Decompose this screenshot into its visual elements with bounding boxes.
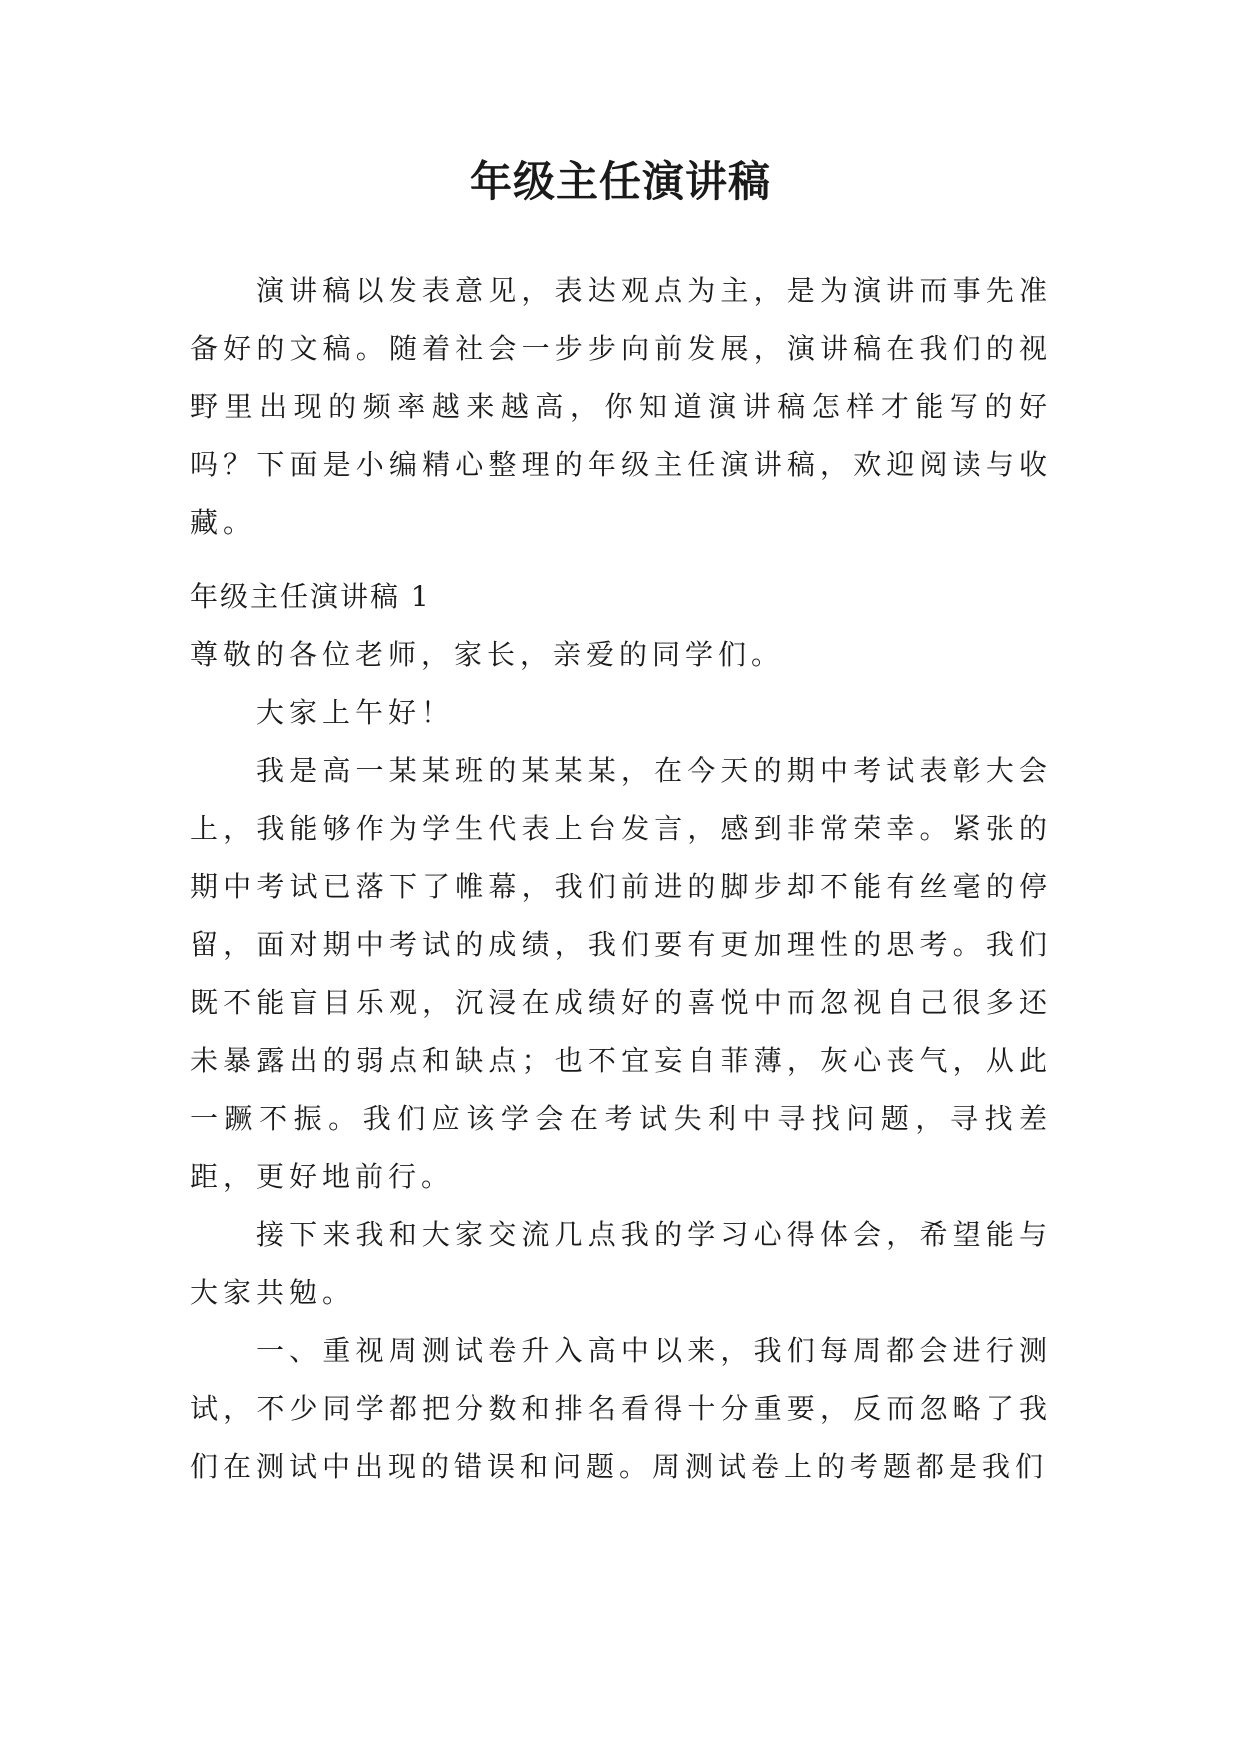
body-paragraph-1: 我是高一某某班的某某某，在今天的期中考试表彰大会上，我能够作为学生代表上台发言，感到非常荣幸。紧张的期中考试已落下了帷幕，我们前进的脚步却不能有丝毫的停留，面对期中考试的成绩，我们要有更加理性的思考。我们既不能盲目乐观，沉浸在成绩好的喜悦中而忽视自己很多还未暴露出的弱点和缺点；也不宜妄自菲薄，灰心丧气，从此一蹶不振。我们应该学会在考试失利中寻找问题，寻找差距，更好地前行。 xyxy=(190,754,1052,1193)
body-paragraph-3: 一、重视周测试卷升入高中以来，我们每周都会进行测试，不少同学都把分数和排名看得十分重要，反而忽略了我们在测试中出现的错误和问题。周测试卷上的考题都是我们 xyxy=(190,1334,1052,1483)
intro-paragraph: 演讲稿以发表意见，表达观点为主，是为演讲而事先准备好的文稿。随着社会一步步向前发展，演讲稿在我们的视野里出现的频率越来越高，你知道演讲稿怎样才能写的好吗？下面是小编精心整理的年级主任演讲稿，欢迎阅读与收藏。 xyxy=(190,274,1052,539)
document-title: 年级主任演讲稿 xyxy=(469,157,771,206)
body-paragraph-2: 接下来我和大家交流几点我的学习心得体会，希望能与大家共勉。 xyxy=(190,1218,1052,1309)
greeting: 大家上午好！ xyxy=(256,696,455,729)
salutation: 尊敬的各位老师，家长，亲爱的同学们。 xyxy=(190,638,785,671)
section-heading: 年级主任演讲稿 1 xyxy=(190,580,431,613)
